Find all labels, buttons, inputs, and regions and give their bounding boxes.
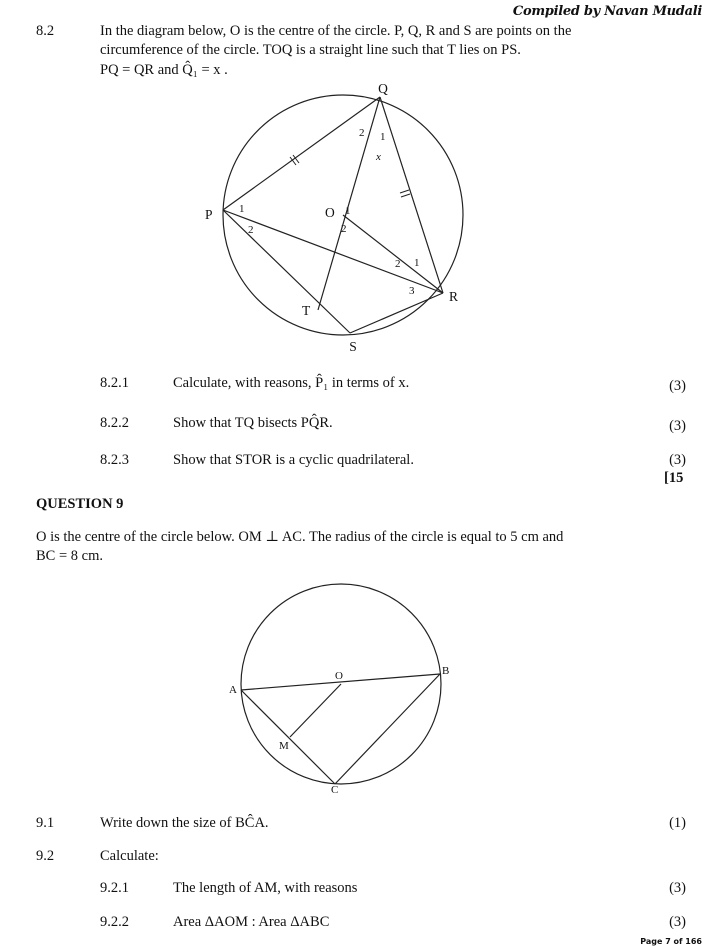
line-toq [318,97,380,310]
marks-8-2-1: (3) [669,378,686,394]
chord-rs [350,293,443,333]
label-o: O [325,205,335,220]
label-s: S [349,339,357,354]
question-9-text-line1: O is the centre of the circle below. OM ⊥ AC. The radius of the circle is equal to 5 cm and [36,529,564,545]
chord-ps [223,210,350,333]
angle-label-o2: 2 [341,223,347,235]
chord-pr [223,210,443,293]
sub-number-9-2-2: 9.2.2 [100,914,129,930]
line-om [290,684,341,737]
question-number-8-2: 8.2 [36,23,55,39]
label-t: T [302,303,311,318]
question-9-2-text: Calculate: [100,848,159,864]
label-b: B [442,665,450,677]
marks-9-2-2: (3) [669,914,686,930]
sub-text-8-2-2: Show that TQ bisects PQ̂R. [173,415,333,431]
question-8-2-text-line3: PQ = QR and Q̂₁ = x . [100,62,228,78]
label-r: R [449,289,459,304]
sub-number-8-2-3: 8.2.3 [100,452,129,468]
compiler-header: Compiled by Navan Mudali [512,4,702,19]
angle-label-p1: 1 [239,203,245,215]
chord-bc [335,674,440,784]
sub-number-8-2-2: 8.2.2 [100,415,129,431]
chord-pq [223,97,380,210]
label-q: Q [378,81,388,96]
label-o-9: O [335,670,343,682]
radius-or [343,215,443,293]
marks-9-1: (1) [669,815,686,831]
chord-qr [380,97,443,293]
page-footer: Page 7 of 166 [640,937,702,946]
sub-text-8-2-3: Show that STOR is a cyclic quadrilateral. [173,452,414,468]
marks-8-2-3: (3) [669,452,686,468]
circle-diagram-8-2 [195,80,475,360]
label-m: M [279,740,289,752]
angle-label-p2: 2 [248,224,254,236]
sub-text-9-2-1: The length of AM, with reasons [173,880,358,896]
angle-label-q2: 2 [359,127,365,139]
label-c: C [331,784,339,795]
angle-label-x: x [376,151,381,163]
angle-label-r2: 2 [395,258,401,270]
label-a: A [229,684,237,696]
marks-9-2-1: (3) [669,880,686,896]
question-8-2-text-line2: circumference of the circle. TOQ is a straight line such that T lies on PS. [100,42,521,58]
angle-label-o1: 1 [345,205,351,217]
question-9-1-text: Write down the size of BĈA. [100,815,269,831]
sub-text-9-2-2: Area ΔAOM : Area ΔABC [173,914,330,930]
angle-label-r1: 1 [414,257,420,269]
question-8-2-text-line1: In the diagram below, O is the centre of the circle. P, Q, R and S are points on the [100,23,572,39]
sub-text-8-2-1: Calculate, with reasons, P̂₁ in terms of x. [173,375,410,391]
circle-diagram-9 [222,575,472,795]
sub-number-8-2-1: 8.2.1 [100,375,129,391]
question-9-text-line2: BC = 8 cm. [36,548,103,564]
total-marks-8: [15 [664,470,684,486]
question-9-title: QUESTION 9 [36,496,124,512]
tick-marks-qr [400,190,410,197]
sub-number-9-2-1: 9.2.1 [100,880,129,896]
angle-label-r3: 3 [409,285,415,297]
question-number-9-1: 9.1 [36,815,55,831]
label-p: P [205,207,213,222]
angle-label-q1: 1 [380,131,386,143]
question-number-9-2: 9.2 [36,848,55,864]
marks-8-2-2: (3) [669,418,686,434]
